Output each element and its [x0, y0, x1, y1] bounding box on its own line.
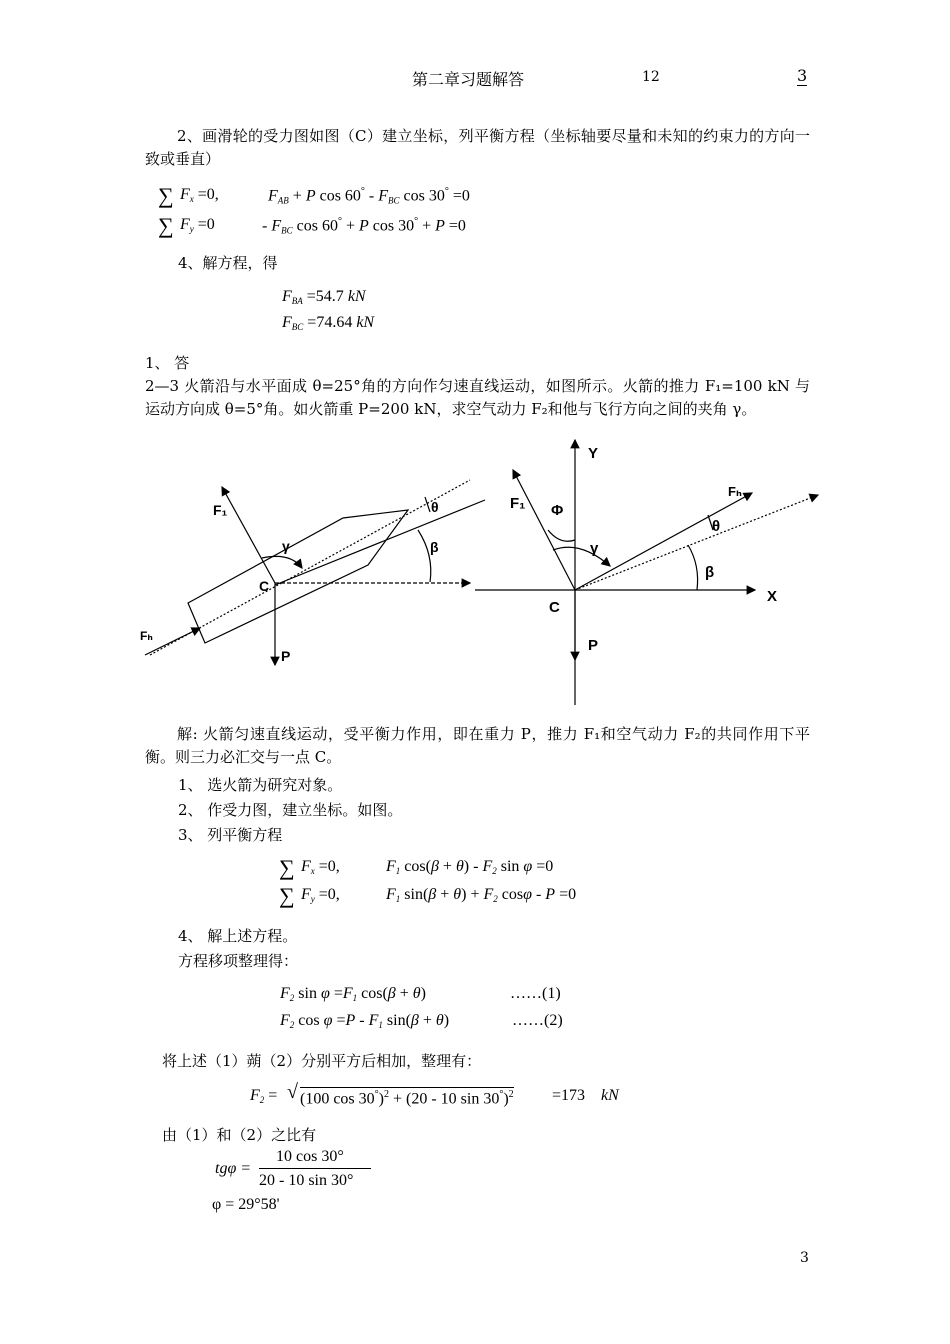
direction-dashed	[575, 495, 818, 590]
label-p-right: P	[588, 637, 599, 654]
label-theta: θ	[431, 499, 439, 515]
label-fh: Fₕ	[140, 629, 153, 643]
label-gamma-right: γ	[590, 540, 599, 557]
ratio-text: 由（1）和（2）之比有	[162, 1126, 317, 1144]
solution-paragraph: 解: 火箭匀速直线运动，受平衡力作用，即在重力 P，推力 F₁和空气动力 F₂的共同作用下平衡。则三力必汇交与一点 C。	[145, 725, 810, 766]
label-c-right: C	[549, 599, 560, 616]
label-x: X	[767, 588, 778, 605]
eq1-row2-right: - $F_{BC}$ cos 60° + P cos 30° + P =0	[262, 216, 466, 236]
step-4b: 4、 解上述方程。	[178, 927, 298, 945]
rocket-force-diagram	[0, 430, 950, 715]
label-p: P	[281, 648, 291, 664]
eq1-row1-left: $F_x =0$,	[180, 186, 219, 204]
gamma-arc	[262, 556, 302, 568]
beta-arc	[418, 530, 431, 582]
header-title: 第二章习题解答	[412, 70, 525, 89]
label-fh-right: Fₕ	[728, 484, 742, 499]
label-beta-right: β	[705, 564, 715, 581]
beta-arc-right	[688, 545, 698, 590]
answer-label: 1、 答	[145, 354, 190, 372]
label-f1-right: F₁	[510, 495, 526, 512]
step-3: 3、 列平衡方程	[178, 826, 283, 844]
eq1-row1-right: $F_{AB} + P$ $\cos 60^\circ - F_{BC}$ cos 30° =0	[268, 186, 470, 206]
label-c: C	[259, 578, 270, 594]
rearrange-text: 方程移项整理得：	[178, 952, 299, 970]
label-gamma: γ	[282, 538, 290, 554]
fh-arrow	[145, 628, 200, 655]
thrust-line	[275, 500, 485, 585]
label-f1: F₁	[213, 502, 228, 518]
label-theta-right: θ	[712, 518, 721, 535]
phi-arc	[548, 530, 575, 541]
square-text: 将上述（1）蒴（2）分别平方后相加，整理有：	[162, 1052, 482, 1070]
left-labels	[140, 499, 439, 664]
label-phi: Φ	[551, 502, 564, 519]
right-figure	[475, 440, 818, 705]
f1-arrow	[222, 487, 275, 583]
f1-arrow-right	[513, 470, 575, 590]
rocket-body	[188, 510, 408, 643]
step-1: 1、 选火箭为研究对象。	[178, 776, 343, 794]
label-y: Y	[588, 445, 599, 462]
footer-page-number: 3	[800, 1250, 809, 1266]
label-beta: β	[430, 539, 439, 555]
right-labels	[510, 445, 777, 654]
fh-arrow-right	[575, 493, 752, 590]
step-2: 2、 作受力图，建立坐标。如图。	[178, 801, 403, 819]
header-page-right: 3	[797, 66, 808, 85]
step-4a: 4、解方程，得	[178, 254, 278, 272]
theta-arc	[425, 497, 430, 512]
problem-statement: 2—3 火箭沿与水平面成 θ=25°角的方向作匀速直线运动，如图所示。火箭的推力 F₁=100 kN 与运动方向成 θ=5°角。如火箭重 P=200 kN，求空气动力 F₂和他与飞行方向之间的夹角 γ。	[145, 377, 810, 418]
eq1-row2-left: $F_y =0$	[180, 216, 215, 234]
intro-paragraph: 2、画滑轮的受力图如图（C）建立坐标，列平衡方程（坐标轴要尽量和未知的约束力的方向一致或垂直）	[145, 127, 810, 168]
header-page-mid: 12	[642, 69, 660, 85]
